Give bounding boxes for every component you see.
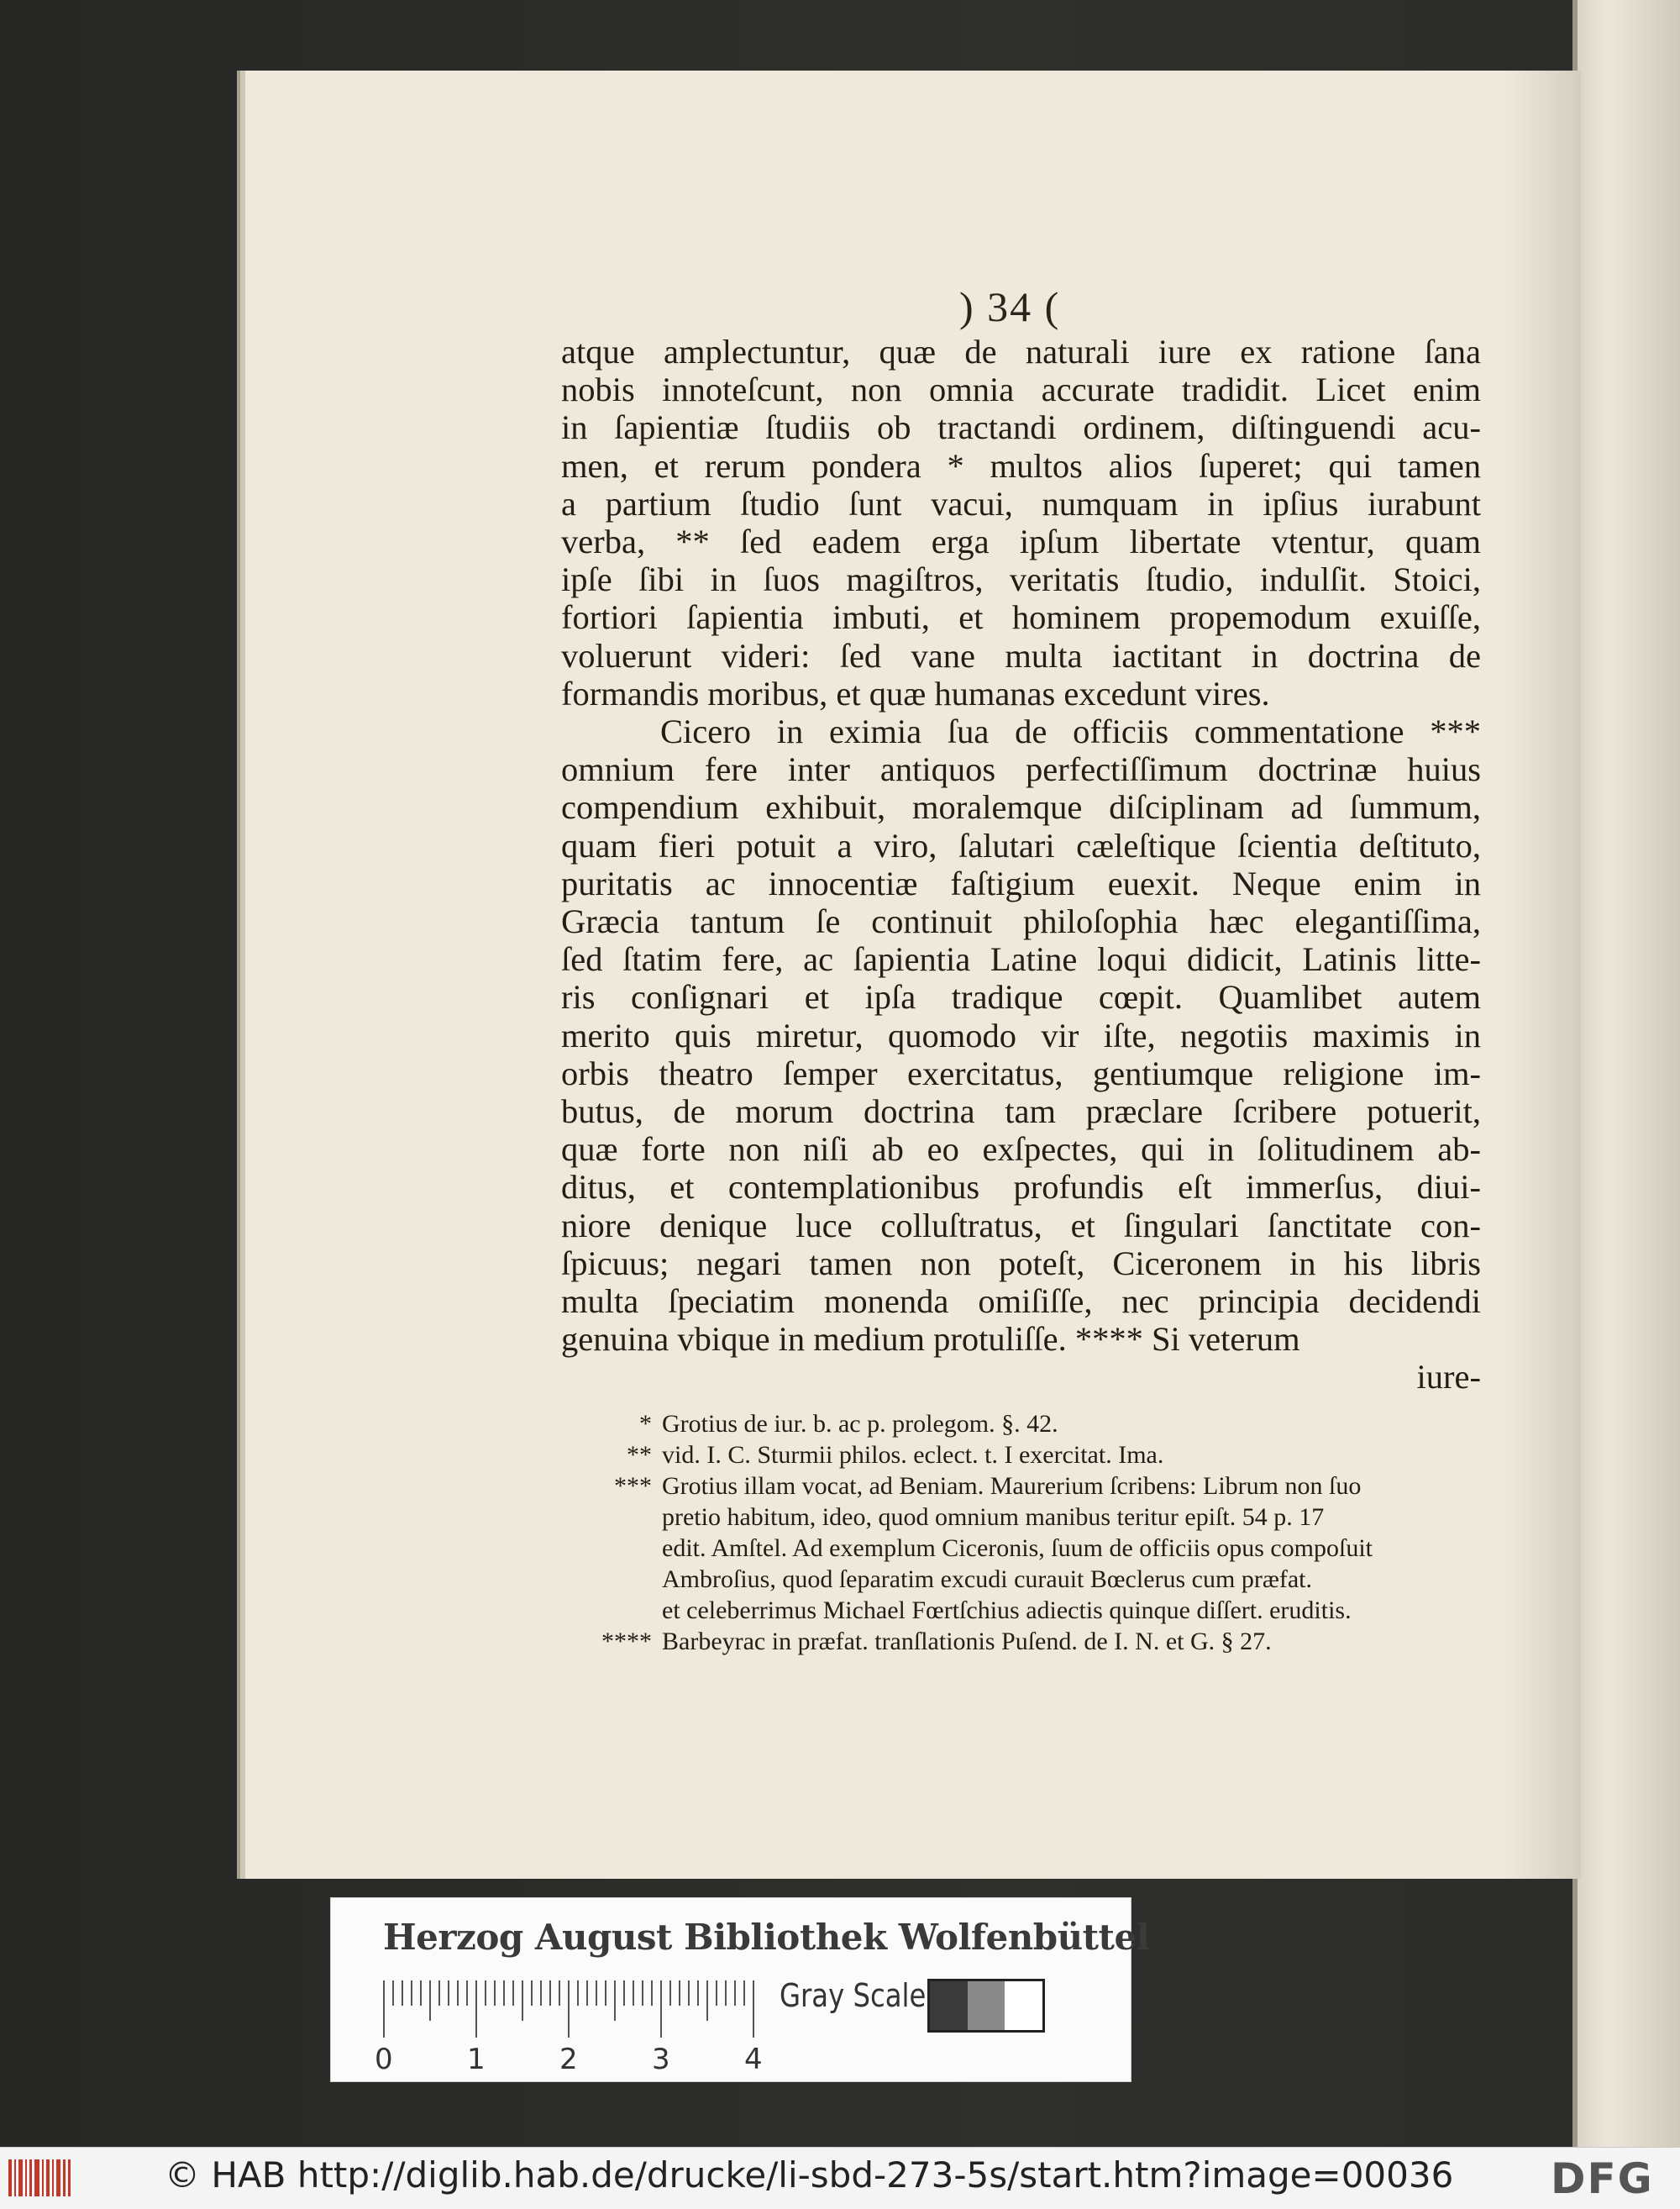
ruler-number: 3 [652,2043,670,2076]
footnote-mark: *** [614,1472,652,1500]
text-line: compendium exhibuit, moralemque diſciplinam ad ſummum, [561,788,1481,827]
text-line: orbis theatro ſemper exercitatus, gentiumque religione im- [561,1054,1481,1092]
ruler-tick [411,1980,412,2006]
text-line: verba, ** ſed eadem erga ipſum libertate vtentur, quam [561,523,1481,561]
ruler-tick [577,1980,579,2006]
adjacent-page [1578,0,1680,2147]
ruler-tick [522,1980,523,2021]
ruler-tick [669,1980,671,2006]
text-line: men, et rerum pondera * multos alios ſuperet; qui tamen [561,446,1481,485]
text-line: ſed ſtatim fere, ac ſapientia Latine loqui didicit, Latinis litte- [561,940,1481,979]
gray-scale-swatches [927,1979,1045,2033]
text-line: quæ forte non niſi ab eo exſpectes, qui in ſolitudinem ab- [561,1130,1481,1169]
text-line: ipſe ſibi in ſuos magiſtros, veritatis ſtudio, indulſit. Stoici, [561,560,1481,599]
ruler-tick [633,1980,634,2006]
copyright-url[interactable]: © HAB http://diglib.hab.de/drucke/li-sbd-273-5s/start.htm?image=00036 [165,2154,1454,2196]
footnote [588,1439,1485,1470]
text-line: ſpicuus; negari tamen non poteſt, Ciceronem in his libris [561,1244,1481,1282]
ruler-tick [549,1980,551,2006]
gray-swatch [1005,1981,1042,2030]
text-line: iure- [1416,1358,1481,1396]
ruler-tick [596,1980,597,2006]
ruler-tick [438,1980,440,2006]
footnote [588,1626,1485,1657]
text-line: ditus, et contemplationibus profundis eſt immerſus, diui- [561,1168,1481,1207]
ruler-tick [679,1980,680,2006]
text-line: multa ſpeciatim monenda omiſiſſe, nec principia decidendi [561,1282,1481,1321]
ruler-tick [559,1980,560,2006]
ruler-tick [402,1980,403,2006]
ruler-tick [725,1980,727,2006]
footnote-continuation: pretio habitum, ideo, quod omnium manibus teritur epiſt. 54 p. 17 [662,1503,1325,1531]
text-line: omnium fere inter antiquos perfectiſſimum doctrinæ huius [561,750,1481,789]
ruler-tick [651,1980,653,2006]
ruler-tick [642,1980,643,2006]
ruler-tick [614,1980,616,2021]
ruler-tick [688,1980,690,2006]
ruler-tick [429,1980,431,2021]
ruler-tick [457,1980,459,2006]
ruler-tick [383,1980,385,2038]
gray-scale-label: Gray Scale [780,1977,927,2014]
text-line: fortiori ſapientia imbuti, et hominem propemodum exuiſſe, [561,598,1481,637]
barcode-icon [7,2156,72,2200]
text-line: atque amplectuntur, quæ de naturali iure ex ratione ſana [561,333,1481,371]
ruler-tick [392,1980,394,2006]
ruler-number: 0 [375,2043,393,2076]
page-number: ) 34 ( [959,283,1061,330]
footnote-text: Barbeyrac in præfat. tranſlationis Puſend. de I. N. et G. § 27. [662,1628,1272,1655]
footnote-mark: * [639,1410,652,1438]
text-line: Cicero in eximia ſua de officiis commentatione *** [660,713,1481,751]
dfg-logo: DFG [1551,2154,1654,2203]
text-line: Græcia tantum ſe continuit philoſophia hæc elegantiſſima, [561,902,1481,941]
ruler-tick [494,1980,496,2006]
ruler-number: 4 [744,2043,763,2076]
footnote-mark: **** [601,1628,652,1655]
text-line: genuina vbique in medium protuliſſe. **** Si veterum [561,1320,1300,1359]
gray-swatch [930,1981,968,2030]
ruler-tick [485,1980,486,2006]
footnote-mark: ** [627,1441,652,1469]
footnotes [588,1408,1485,1657]
ruler-tick [743,1980,745,2006]
text-line: in ſapientiæ ſtudiis ob tractandi ordinem, diſtinguendi acu- [561,408,1481,447]
footnote-text: vid. I. C. Sturmii philos. eclect. t. I exercitat. Ima. [662,1441,1164,1469]
footnote-text: Grotius de iur. b. ac p. prolegom. §. 42. [662,1410,1058,1438]
text-line: formandis moribus, et quæ humanas excedunt vires. [561,674,1270,713]
library-title: Herzog August Bibliothek Wolfenbüttel [383,1917,1150,1958]
ruler-tick [706,1980,708,2021]
footer-bar [0,2147,1680,2209]
ruler-number: 1 [467,2043,486,2076]
ruler-tick [586,1980,588,2006]
page-gutter-shade [1505,71,1581,1879]
ruler-tick [540,1980,542,2006]
ruler-tick [531,1980,533,2006]
scale-ruler [375,1980,763,2076]
text-line: quam fieri potuit a viro, ſalutari cæleſtique ſcientia deſtituto, [561,826,1481,865]
ruler-number: 2 [559,2043,578,2076]
color-calibration-card [330,1897,1150,2082]
footnote [588,1470,1485,1502]
ruler-tick [734,1980,736,2006]
ruler-tick [475,1980,477,2038]
text-line: a partium ſtudio ſunt vacui, numquam in ipſius iurabunt [561,484,1481,523]
footnote-continuation: et celeberrimus Michael Fœrtſchius adiectis quinque diſſert. eruditis. [662,1596,1352,1624]
ruler-tick [503,1980,505,2006]
ruler-tick [512,1980,514,2006]
ruler-tick [660,1980,662,2038]
gray-swatch [968,1981,1005,2030]
ruler-tick [697,1980,699,2006]
ruler-tick [753,1980,754,2038]
text-line: butus, de morum doctrina tam præclare ſcribere potuerit, [561,1092,1481,1131]
ruler-tick [568,1980,570,2038]
footnote-text: Grotius illam vocat, ad Beniam. Maurerium ſcribens: Librum non ſuo [662,1472,1362,1500]
footnote-continuation: edit. Amſtel. Ad exemplum Ciceronis, ſuum de officiis opus compoſuit [662,1534,1373,1562]
text-line: merito quis miretur, quomodo vir iſte, negotiis maximis in [561,1016,1481,1055]
text-line: voluerunt videri: ſed vane multa iactitant in doctrina de [561,636,1481,675]
ruler-tick [420,1980,422,2006]
footnote [588,1408,1485,1439]
footnote-continuation: Ambroſius, quod ſeparatim excudi curauit Bœclerus cum præfat. [662,1565,1312,1593]
ruler-tick [623,1980,625,2006]
text-line: puritatis ac innocentiæ faſtigium euexit. Neque enim in [561,864,1481,902]
text-line: nobis innoteſcunt, non omnia accurate tradidit. Licet enim [561,371,1481,409]
ruler-tick [605,1980,606,2006]
ruler-tick [448,1980,449,2006]
text-line: ris conſignari et ipſa tradique cœpit. Quamlibet autem [561,978,1481,1017]
ruler-tick [716,1980,717,2006]
text-line: niore denique luce colluſtratus, et ſingulari ſanctitate con- [561,1206,1481,1244]
ruler-tick [466,1980,468,2006]
body-text [561,333,1481,1396]
